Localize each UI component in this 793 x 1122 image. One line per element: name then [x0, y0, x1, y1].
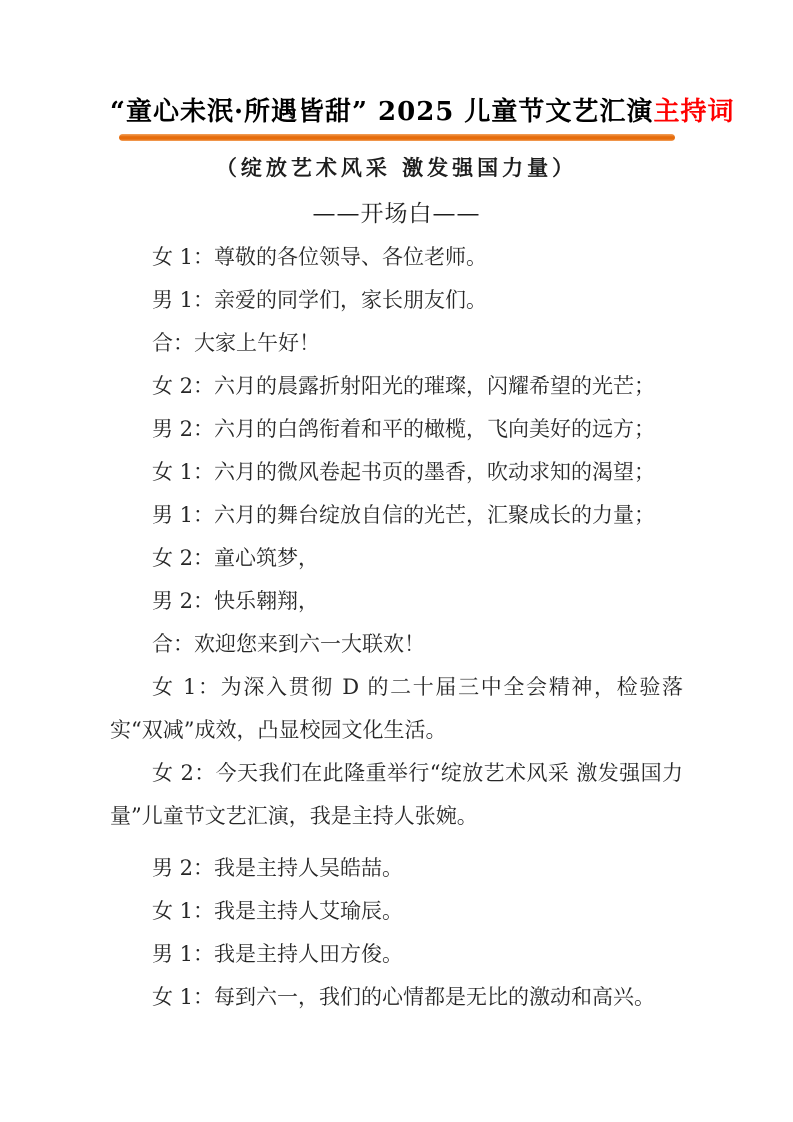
speaker-label: 女 2：	[152, 374, 215, 398]
speaker-label: 男 2：	[152, 417, 215, 441]
dialogue-line	[110, 537, 683, 580]
speaker-label: 男 2：	[152, 589, 215, 613]
dialogue-line	[110, 623, 683, 666]
dialogue-text: 欢迎您来到六一大联欢！	[194, 632, 425, 656]
dialogue-text: 六月的舞台绽放自信的光芒，汇聚成长的力量；	[214, 503, 656, 527]
speaker-label: 女 1：	[152, 460, 215, 484]
dialogue-line	[110, 279, 683, 322]
dialogue-text: 我是主持人吴皓喆。	[214, 856, 404, 880]
dialogue-text: 每到六一，我们的心情都是无比的激动和高兴。	[214, 985, 656, 1009]
dialogue-text: 为深入贯彻 D 的二十届三中全会精神，检验落实“双减”成效，凸显校园文化生活。	[110, 675, 683, 742]
title-main-text: “童心未泯·所遇皆甜” 2025 儿童节文艺汇演	[110, 97, 654, 127]
dialogue-line	[110, 236, 683, 279]
dialogue-line	[110, 890, 683, 933]
speaker-label: 男 1：	[152, 288, 215, 312]
speaker-label: 合：	[152, 632, 194, 656]
document-subtitle: （绽放艺术风采 激发强国力量）	[215, 155, 578, 180]
dialogue-text: 大家上午好！	[194, 331, 320, 355]
dialogue-line	[110, 976, 683, 1019]
dialogue-text: 快乐翱翔，	[214, 589, 320, 613]
dialogue-line	[110, 494, 683, 537]
dialogue-text: 六月的微风卷起书页的墨香，吹动求知的渴望；	[214, 460, 656, 484]
dialogue-text: 亲爱的同学们，家长朋友们。	[214, 288, 488, 312]
dialogue-text: 尊敬的各位领导、各位老师。	[214, 245, 488, 269]
dialogue-line	[110, 933, 683, 976]
dialogue-list	[110, 236, 683, 1019]
dialogue-line	[110, 847, 683, 890]
dialogue-line	[110, 666, 683, 752]
section-heading-opening: ——开场白——	[312, 201, 481, 227]
speaker-label: 男 2：	[152, 856, 215, 880]
dialogue-text: 童心筑梦，	[214, 546, 320, 570]
dialogue-line	[110, 451, 683, 494]
dialogue-line	[110, 752, 683, 838]
dialogue-line	[110, 365, 683, 408]
dialogue-text: 我是主持人艾瑜辰。	[214, 899, 404, 923]
speaker-label: 女 1：	[152, 245, 215, 269]
speaker-label: 女 1：	[152, 985, 215, 1009]
dialogue-text: 今天我们在此隆重举行“绽放艺术风采 激发强国力量”儿童节文艺汇演，我是主持人张婉。	[110, 761, 683, 828]
dialogue-line	[110, 408, 683, 451]
speaker-label: 女 2：	[152, 761, 216, 785]
document-title	[110, 92, 735, 132]
speaker-label: 女 1：	[152, 675, 221, 699]
speaker-label: 男 1：	[152, 503, 215, 527]
dialogue-text: 六月的晨露折射阳光的璀璨，闪耀希望的光芒；	[214, 374, 656, 398]
dialogue-text: 六月的白鸽衔着和平的橄榄，飞向美好的远方；	[214, 417, 656, 441]
dialogue-text: 我是主持人田方俊。	[214, 942, 404, 966]
dialogue-line	[110, 322, 683, 365]
speaker-label: 女 1：	[152, 899, 215, 923]
speaker-label: 女 2：	[152, 546, 215, 570]
title-highlight-text: 主持词	[653, 97, 735, 127]
speaker-label: 男 1：	[152, 942, 215, 966]
speaker-label: 合：	[152, 331, 194, 355]
title-underline	[119, 134, 675, 141]
dialogue-line	[110, 580, 683, 623]
